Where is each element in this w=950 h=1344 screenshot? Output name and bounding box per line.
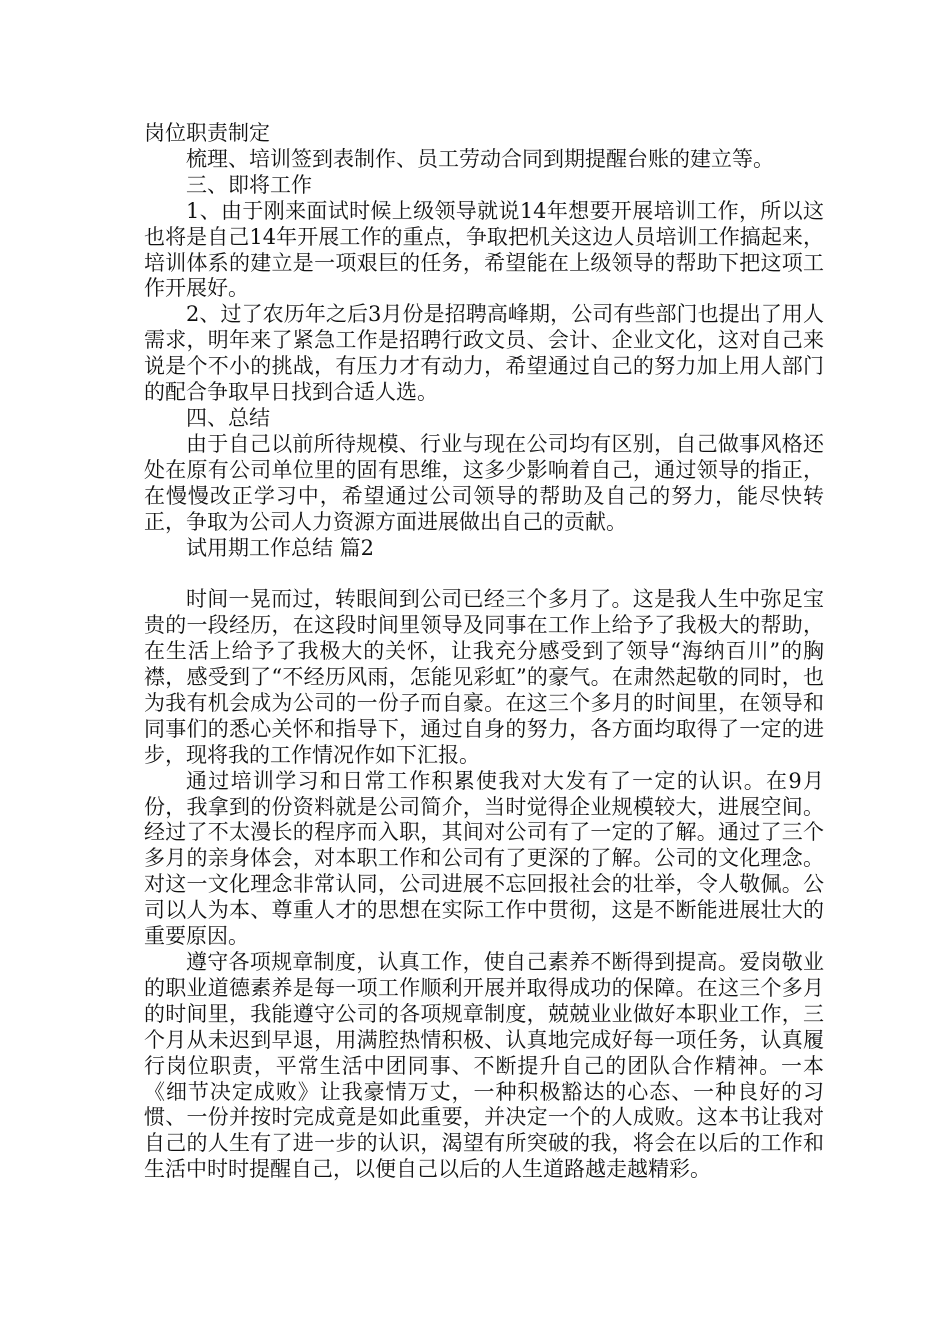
article-heading-part-2: 试用期工作总结 篇2 [186,535,375,560]
paragraph-rules-compliance: 遵守各项规章制度，认真工作，使自己素养不断得到提高。爱岗敬业的职业道德素养是每一项工作顺利开展并取得成功的保障。在这三个多月的时间里，我能遵守公司的各项规章制度，兢兢业业做好本职业工作，三个月从未迟到早退，用满腔热情积极、认真地完成好每一项任务，认真履行岗位职责，平常生活中团同事、不断提升自己的团队合作精神。一本《细节决定成败》让我豪情万丈，一种积极豁达的心态、一种良好的习惯、一份并按时完成竟是如此重要，并决定一个的人成败。这本书让我对自己的人生有了进一步的认识，渴望有所突破的我，将会在以后的工作和生活中时时提醒自己，以便自己以后的人生道路越走越精彩。 [144,949,824,1182]
section-heading-upcoming-work: 三、即将工作 [186,172,312,197]
paragraph-training-study: 通过培训学习和日常工作积累使我对大发有了一定的认识。在9月份，我拿到的份资料就是公司简介，当时觉得企业规模较大，进展空间。经过了不太漫长的程序而入职，其间对公司有了一定的了解。通过了三个多月的亲身体会，对本职工作和公司有了更深的了解。公司的文化理念。对这一文化理念非常认同，公司进展不忘回报社会的壮举，令人敬佩。公司以人为本、尊重人才的思想在实际工作中贯彻，这是不断能进展壮大的重要原因。 [144,768,824,949]
blank-line [144,561,824,587]
paragraph-summary: 由于自己以前所待规模、行业与现在公司均有区别，自己做事风格还处在原有公司单位里的固有思维，这多少影响着自己，通过领导的指正，在慢慢改正学习中，希望通过公司领导的帮助及自己的努力，能尽快转正，争取为公司人力资源方面进展做出自己的贡献。 [144,431,824,534]
section-heading-summary: 四、总结 [186,405,270,430]
document-page [144,121,824,1183]
paragraph-training-plan: 1、由于刚来面试时候上级领导就说14年想要开展培训工作，所以这也将是自己14年开展工作的重点，争取把机关这边人员培训工作搞起来，培训体系的建立是一项艰巨的任务，希望能在上级领导的帮助下把这项工作开展好。 [144,198,824,301]
title-fragment: 岗位职责制定 [144,121,270,145]
paragraph-1: 梳理、培训签到表制作、员工劳动合同到期提醒台账的建立等。 [186,146,774,171]
paragraph-intro-part-2: 时间一晃而过，转眼间到公司已经三个多月了。这是我人生中弥足宝贵的一段经历，在这段时间里领导及同事在工作上给予了我极大的帮助，在生活上给予了我极大的关怀，让我充分感受到了领导“海纳百川”的胸襟，感受到了“不经历风雨，怎能见彩虹”的豪气。在肃然起敬的同时，也为我有机会成为公司的一份子而自豪。在这三个多月的时间里，在领导和同事们的悉心关怀和指导下，通过自身的努力，各方面均取得了一定的进步，现将我的工作情况作如下汇报。 [144,587,824,767]
paragraph-recruitment-plan: 2、过了农历年之后3月份是招聘高峰期，公司有些部门也提出了用人需求，明年来了紧急工作是招聘行政文员、会计、企业文化，这对自己来说是个不小的挑战，有压力才有动力，希望通过自己的努力加上用人部门的配合争取早日找到合适人选。 [144,302,824,405]
